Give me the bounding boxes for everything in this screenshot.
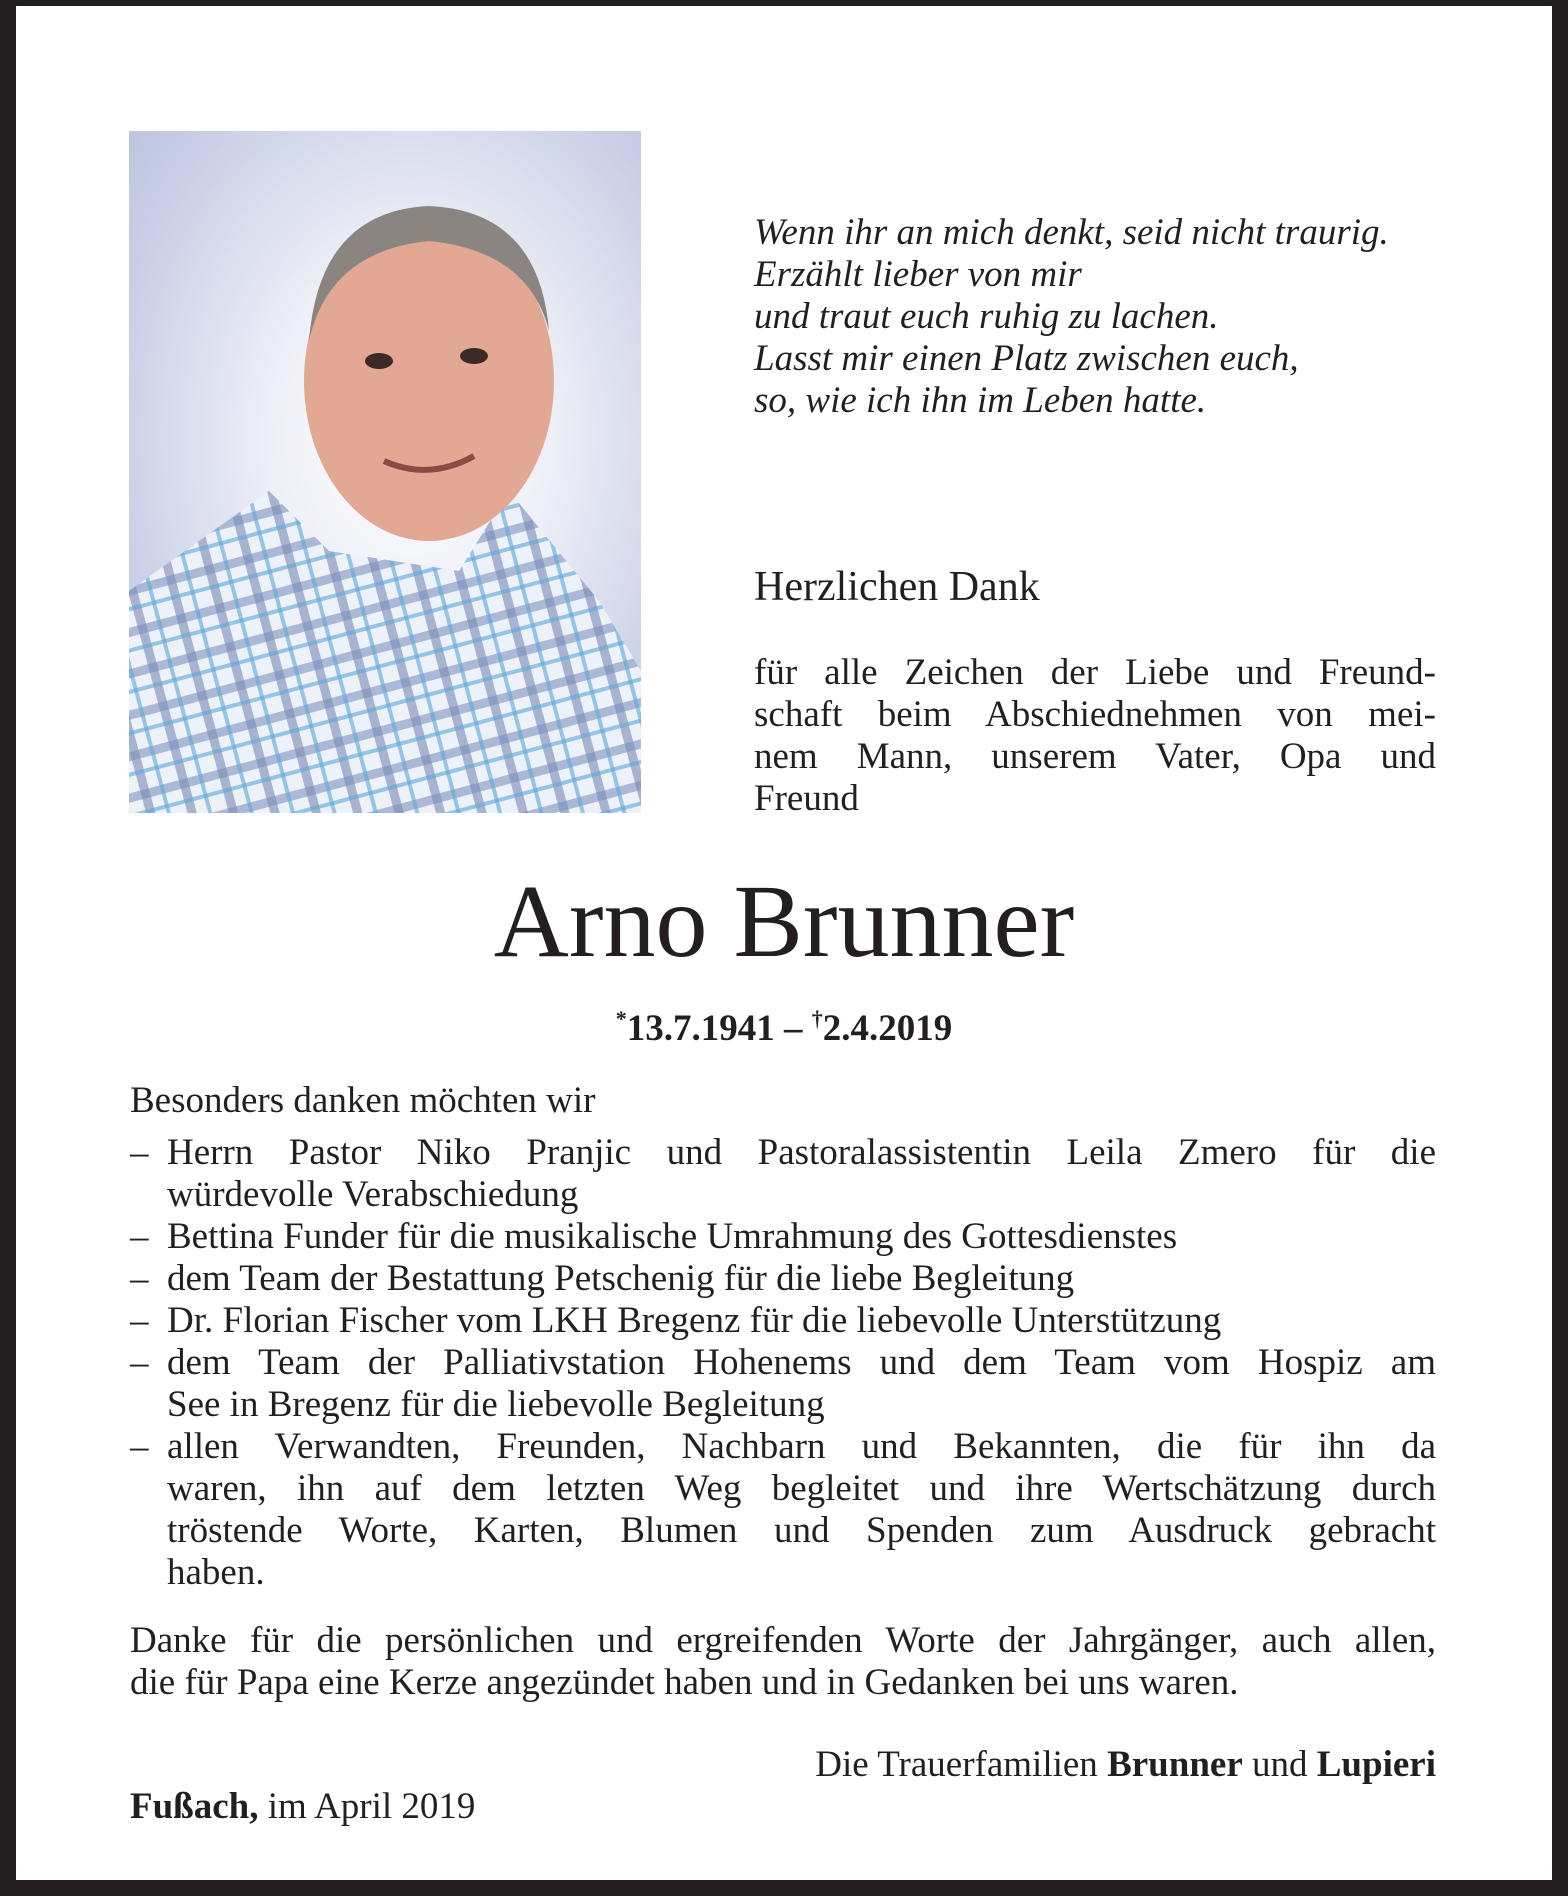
poem-line: Erzählt lieber von mir xyxy=(754,254,1082,295)
list-item-line: haben. xyxy=(167,1552,265,1593)
list-item xyxy=(130,1132,1436,1216)
place-date-text: im April 2019 xyxy=(258,1786,476,1827)
thanks-line: schaft beim Abschiednehmen von mei- xyxy=(754,694,1436,735)
date-separator: – xyxy=(774,1008,812,1049)
death-symbol: † xyxy=(811,1006,823,1031)
list-item-line: Herrn Pastor Niko Pranjic und Pastoralassistentin Leila Zmero für die xyxy=(167,1132,1436,1173)
list-item-line: allen Verwandten, Freunden, Nachbarn und Bekannten, die für ihn da xyxy=(167,1426,1436,1467)
thanks-line: nem Mann, unserem Vater, Opa und xyxy=(754,736,1436,777)
closing-line: die für Papa eine Kerze angezündet haben und in Gedanken bei uns waren. xyxy=(130,1662,1239,1703)
list-item xyxy=(130,1426,1436,1594)
list-dash: – xyxy=(130,1426,149,1467)
portrait-photo xyxy=(129,131,641,813)
birth-date: 13.7.1941 xyxy=(626,1008,775,1049)
poem xyxy=(754,212,1389,422)
signature-conj: und xyxy=(1242,1744,1317,1785)
place-town: Fußach, xyxy=(130,1786,259,1827)
family-name: Brunner xyxy=(1107,1744,1243,1785)
family-name: Lupieri xyxy=(1316,1744,1436,1785)
poem-line: und traut euch ruhig zu lachen. xyxy=(754,296,1219,337)
list-item-line: dem Team der Palliativstation Hohenems und dem Team vom Hospiz am xyxy=(167,1342,1436,1383)
poem-line: Lasst mir einen Platz zwischen euch, xyxy=(754,338,1299,379)
death-date: 2.4.2019 xyxy=(822,1008,953,1049)
special-thanks-intro: Besonders danken möchten wir xyxy=(130,1080,596,1121)
list-dash: – xyxy=(130,1132,149,1173)
closing-paragraph xyxy=(130,1620,1436,1704)
poem-line: so, wie ich ihn im Leben hatte. xyxy=(754,380,1207,421)
portrait-photo-icon xyxy=(129,131,641,813)
special-thanks-list xyxy=(130,1132,1436,1594)
signature xyxy=(815,1744,1436,1786)
list-item-line: würdevolle Verabschiedung xyxy=(167,1174,579,1215)
list-dash: – xyxy=(130,1216,149,1257)
list-dash: – xyxy=(130,1300,149,1341)
list-item-line: tröstende Worte, Karten, Blumen und Spenden zum Ausdruck gebracht xyxy=(167,1510,1436,1551)
deceased-name: Arno Brunner xyxy=(493,864,1075,979)
list-item xyxy=(130,1216,1436,1258)
list-item-line: Dr. Florian Fischer vom LKH Bregenz für die liebevolle Unterstützung xyxy=(167,1300,1222,1341)
closing-line: Danke für die persönlichen und ergreifenden Worte der Jahrgänger, auch allen, xyxy=(130,1620,1436,1661)
list-dash: – xyxy=(130,1342,149,1383)
list-item-line: waren, ihn auf dem letzten Weg begleitet und ihre Wertschätzung durch xyxy=(167,1468,1436,1509)
thanks-title: Herzlichen Dank xyxy=(754,564,1040,610)
list-item xyxy=(130,1300,1436,1342)
list-item-line: Bettina Funder für die musikalische Umrahmung des Gottesdienstes xyxy=(167,1216,1178,1257)
signature-prefix: Die Trauerfamilien xyxy=(815,1744,1108,1785)
poem-line: Wenn ihr an mich denkt, seid nicht traurig. xyxy=(754,212,1389,253)
thanks-line: für alle Zeichen der Liebe und Freund- xyxy=(754,652,1436,693)
birth-symbol: * xyxy=(615,1006,627,1031)
list-item xyxy=(130,1342,1436,1426)
list-item-line: See in Bregenz für die liebevolle Begleitung xyxy=(167,1384,825,1425)
life-dates xyxy=(0,996,1568,1052)
list-item-line: dem Team der Bestattung Petschenig für die liebe Begleitung xyxy=(167,1258,1075,1299)
thanks-paragraph xyxy=(754,652,1436,820)
list-dash: – xyxy=(130,1258,149,1299)
place-date xyxy=(130,1786,475,1828)
list-item xyxy=(130,1258,1436,1300)
thanks-line: Freund xyxy=(754,778,859,819)
